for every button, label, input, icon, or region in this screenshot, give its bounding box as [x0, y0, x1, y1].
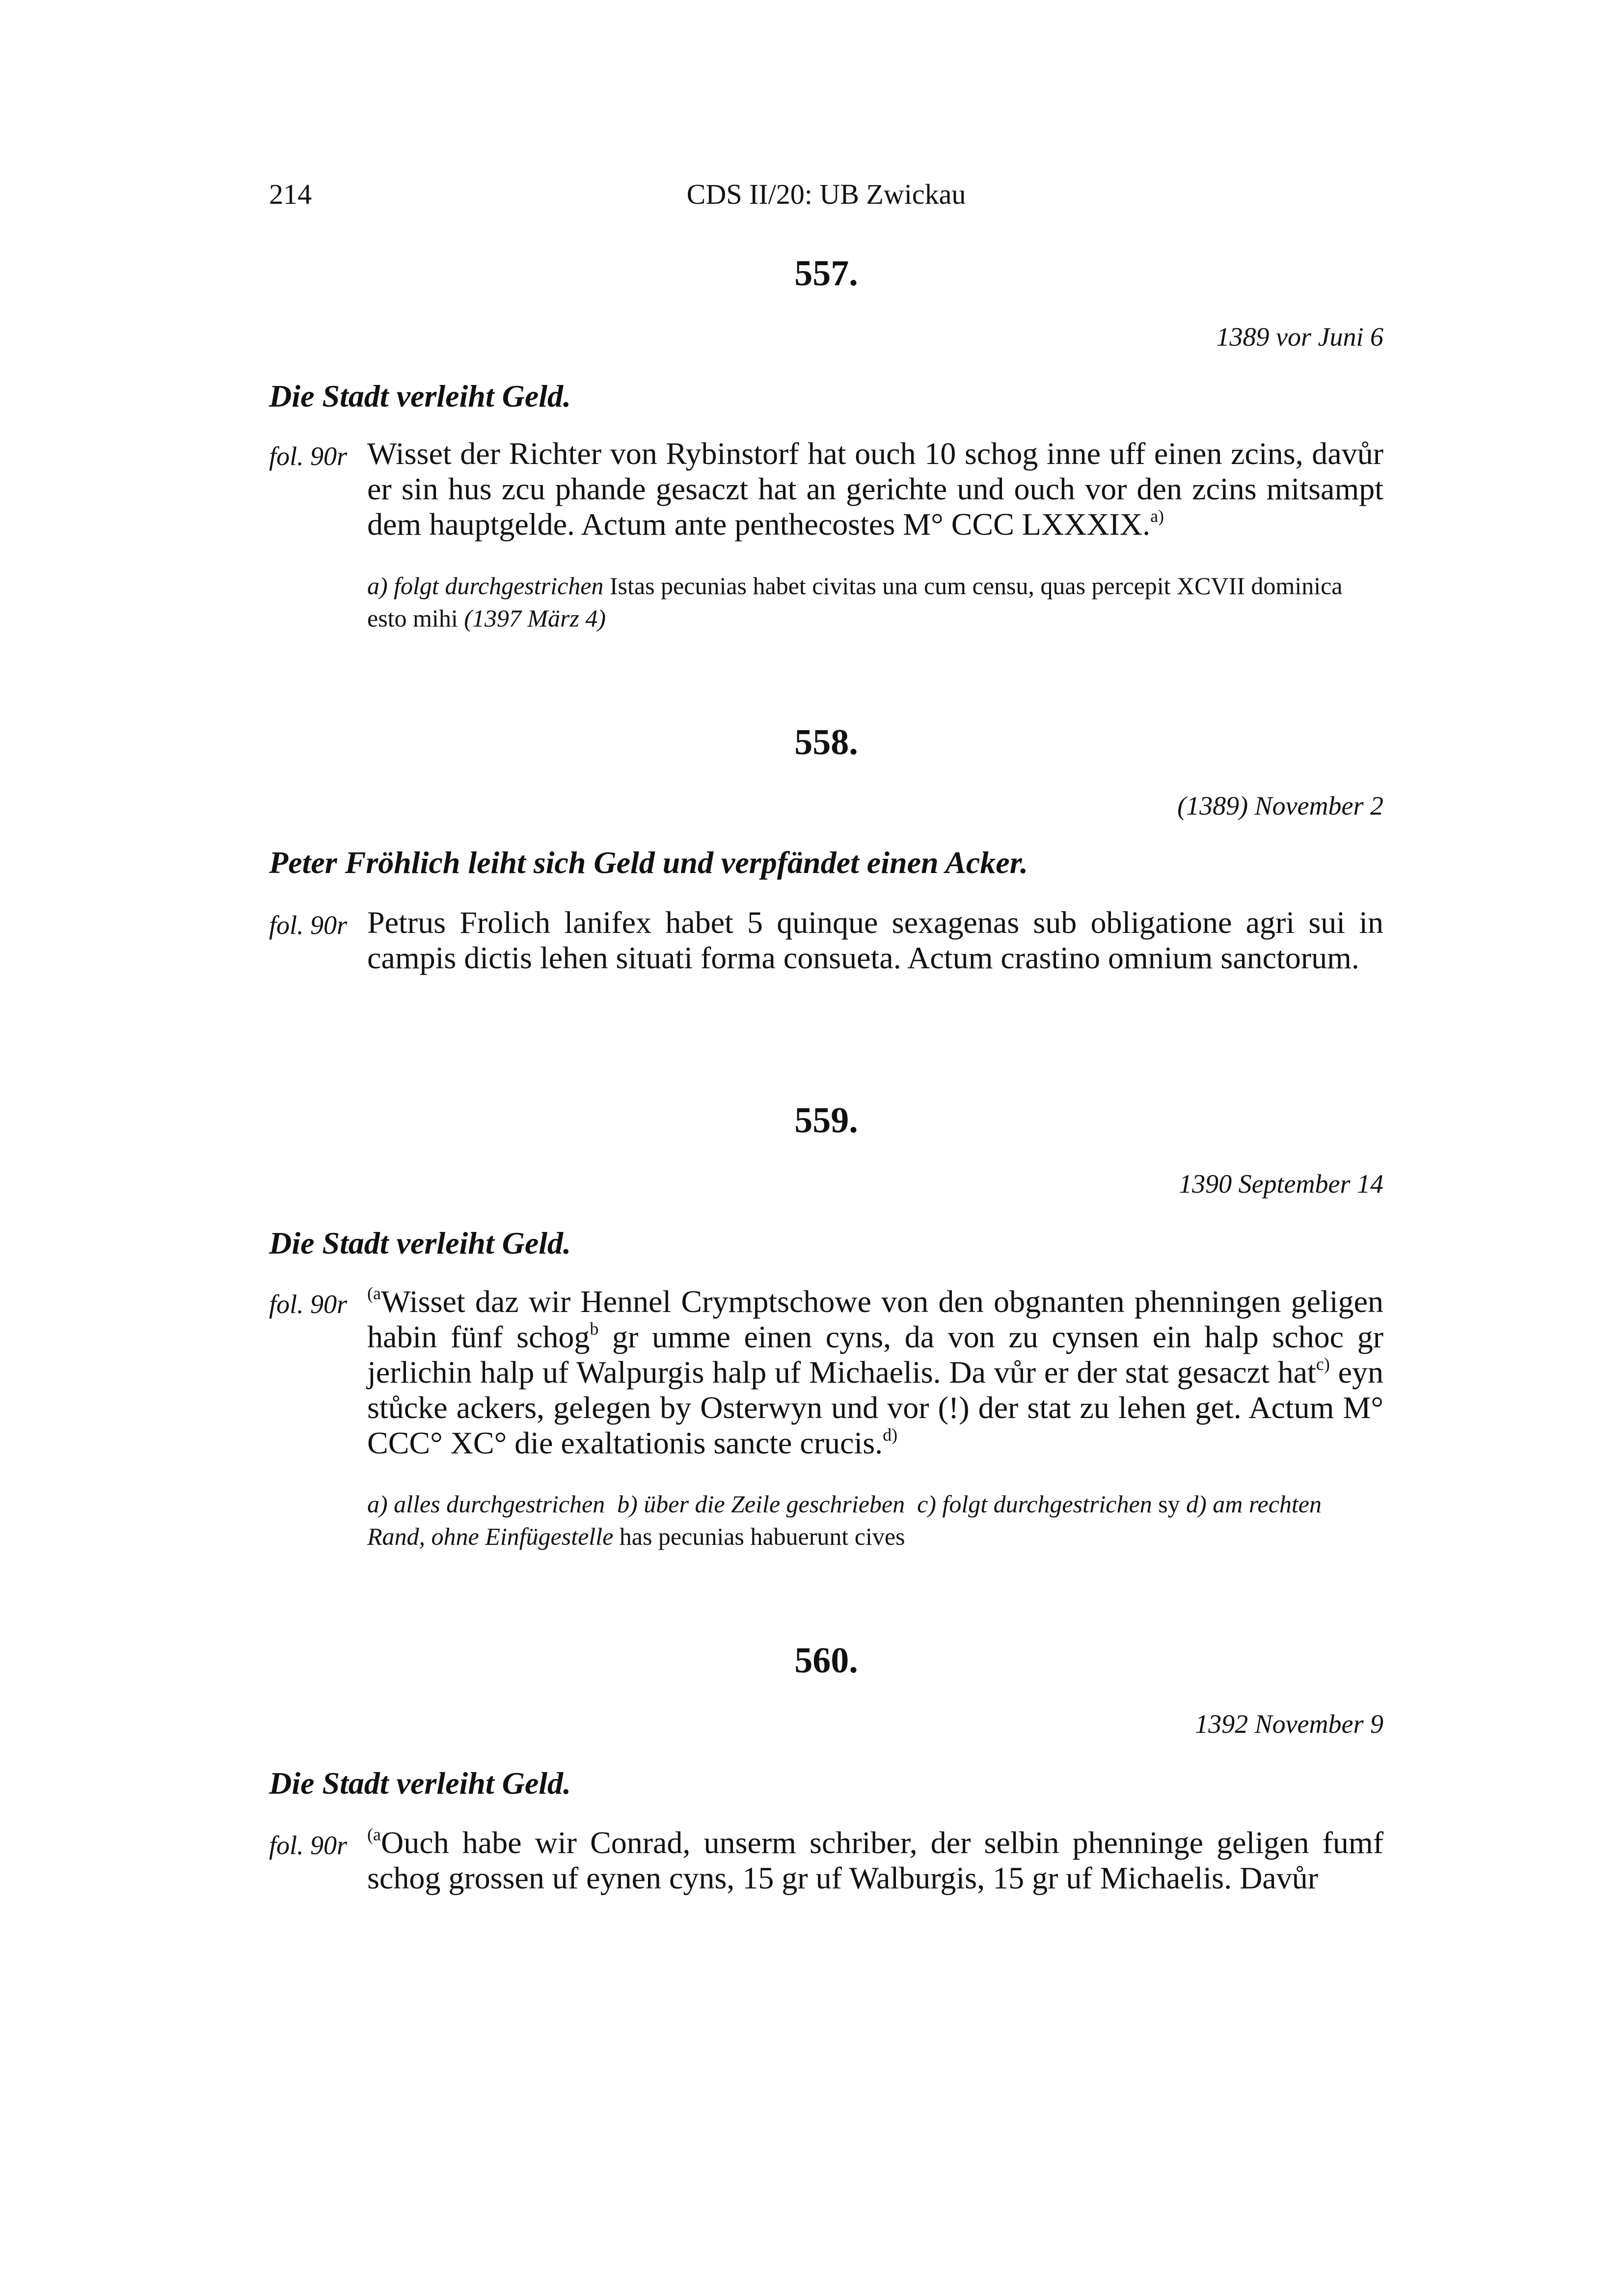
footnote-label: a) alles durchgestrichen	[367, 1490, 605, 1518]
footnote-text: has pecunias habuerunt cives	[613, 1523, 905, 1550]
text-segment: gr umme einen cyns, da von zu cynsen ein halp schoc gr jerlichin halp uf Walpurgis halp uf Michaelis. Da vůr er der stat gesaczt hat	[367, 1319, 1383, 1390]
document-number: 558.	[794, 722, 858, 763]
footnote-mark: a)	[1150, 506, 1164, 526]
text-segment: eyn stůcke ackers, gelegen by Osterwyn und vor (!) der stat zu lehen get. Actum M° CCC° XC° die exaltationis sancte crucis.	[367, 1355, 1384, 1460]
footnote-mark: c)	[1316, 1354, 1330, 1374]
text-segment: Ouch habe wir Conrad, unserm schriber, der selbin phenninge geligen fumf schog grossen uf eynen cyns, 15 gr uf Walburgis, 15 gr uf Michaelis. Davůr	[367, 1825, 1383, 1895]
document-date: (1389) November 2	[1177, 791, 1383, 820]
footnote-label: c) folgt durchgestrichen	[917, 1490, 1152, 1518]
page-number: 214	[269, 178, 312, 210]
footnote-label: a) folgt durchgestrichen	[367, 572, 604, 600]
folio-reference: fol. 90r	[269, 1831, 348, 1860]
footnote-text: sy	[1152, 1490, 1187, 1518]
document-title: Die Stadt verleiht Geld.	[269, 379, 571, 413]
document-text: Petrus Frolich lanifex habet 5 quinque sexagenas sub obligatione agri sui in campis dictis lehen situati forma consueta. Actum crastino omnium sanctorum.	[367, 905, 1383, 975]
document-number: 559.	[794, 1100, 858, 1141]
running-title: CDS II/20: UB Zwickau	[686, 178, 966, 210]
folio-reference: fol. 90r	[269, 910, 348, 940]
text-segment: Wisset daz wir Hennel Crymptschowe von den obgnanten phenningen geligen habin fünf schog	[367, 1284, 1383, 1354]
folio-reference: fol. 90r	[269, 441, 348, 471]
document-number: 557.	[794, 253, 858, 294]
document-date: 1389 vor Juni 6	[1216, 322, 1383, 352]
footnote-mark: b	[590, 1319, 599, 1339]
document-number: 560.	[794, 1640, 858, 1681]
folio-reference: fol. 90r	[269, 1289, 348, 1319]
footnote-mark: d)	[883, 1425, 898, 1445]
document-date: 1392 November 9	[1195, 1709, 1383, 1739]
footnote-label: b) über die Zeile geschrieben	[617, 1490, 905, 1518]
document-title: Peter Fröhlich leiht sich Geld und verpfändet einen Acker.	[269, 845, 1028, 880]
document-date: 1390 September 14	[1179, 1169, 1383, 1199]
document-560	[269, 0, 1383, 1915]
text-segment: Wisset der Richter von Rybinstorf hat ouch 10 schog inne uff einen zcins, davůr er sin hus zcu phande gesaczt hat an gerichte und ouch vor den zcins mitsampt dem hauptgelde. Actum ante penthecostes M° CCC LXXXIX.	[367, 436, 1383, 542]
footnote-label: d) am rechten Rand, ohne Einfügestelle	[367, 1490, 1322, 1550]
document-title: Die Stadt verleiht Geld.	[269, 1766, 571, 1801]
document-text	[367, 1825, 1383, 1896]
footnote-mark: (a	[367, 1284, 381, 1303]
document-title: Die Stadt verleiht Geld.	[269, 1226, 571, 1260]
footnote-text: Istas pecunias habet civitas una cum censu, quas percepit XCVII dominica esto mihi	[367, 572, 1343, 632]
footnote-date: (1397 März 4)	[464, 604, 606, 632]
footnote-mark: (a	[367, 1825, 381, 1844]
